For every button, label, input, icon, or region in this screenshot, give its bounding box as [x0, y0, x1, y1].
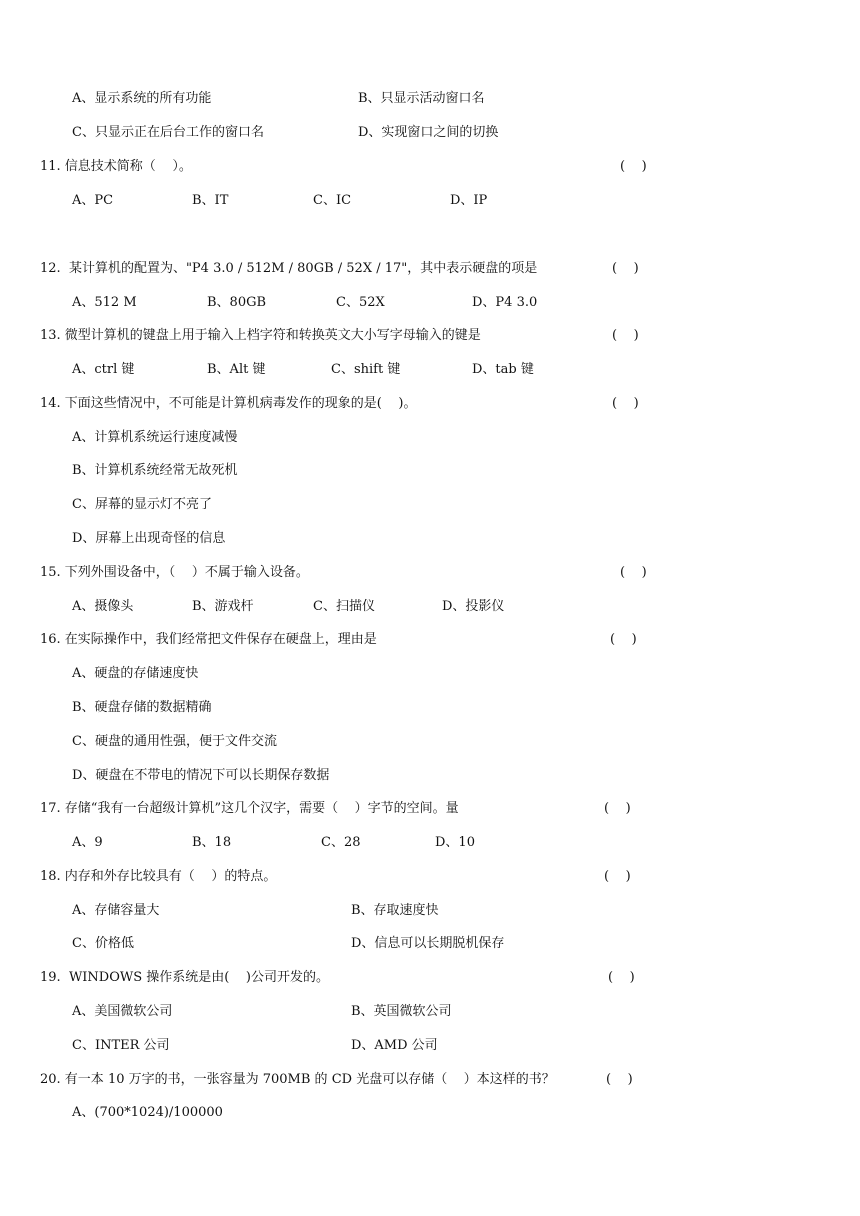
q12-option-c: C、52X	[336, 295, 385, 310]
q15-answer-bracket: ( )	[620, 565, 647, 580]
q10-option-a: A、显示系统的所有功能	[72, 91, 212, 106]
q12-option-b: B、80GB	[207, 295, 267, 310]
q18-question-text: 18. 内存和外存比较具有（ ）的特点。	[40, 869, 277, 884]
q12-question-text: 12. 某计算机的配置为、"P4 3.0 / 512M / 80GB / 52X / 17"，其中表示硬盘的项是	[40, 261, 538, 276]
q15-option-b: B、游戏杆	[192, 599, 254, 614]
q17-answer-bracket: ( )	[604, 801, 631, 816]
q15-option-a: A、摄像头	[72, 599, 134, 614]
q11-question-text: 11. 信息技术简称（ ）。	[40, 159, 192, 174]
q11-option-b: B、IT	[192, 193, 229, 208]
q11-answer-bracket: ( )	[620, 159, 647, 174]
q10-option-b: B、只显示活动窗口名	[358, 91, 485, 106]
q16-answer-bracket: ( )	[610, 632, 637, 647]
q13-answer-bracket: ( )	[612, 328, 639, 343]
q15-option-c: C、扫描仪	[313, 599, 375, 614]
q19-option-a: A、美国微软公司	[72, 1004, 173, 1019]
q11-option-c: C、IC	[313, 193, 352, 208]
q19-answer-bracket: ( )	[608, 970, 635, 985]
q17-question-text: 17. 存储“我有一台超级计算机”这几个汉字，需要（ ）字节的空间。量	[40, 801, 459, 816]
q18-option-a: A、存储容量大	[72, 903, 160, 918]
q10-option-c: C、只显示正在后台工作的窗口名	[72, 125, 264, 140]
q20-option-a: A、(700*1024)/100000	[72, 1105, 223, 1120]
q16-question-text: 16. 在实际操作中，我们经常把文件保存在硬盘上，理由是	[40, 632, 377, 647]
q17-option-a: A、9	[72, 835, 103, 850]
q12-answer-bracket: ( )	[612, 261, 639, 276]
q17-option-b: B、18	[192, 835, 232, 850]
q20-question-text: 20. 有一本 10 万字的书，一张容量为 700MB 的 CD 光盘可以存储（ ）本这样的书？	[40, 1072, 555, 1087]
q19-option-c: C、INTER 公司	[72, 1038, 170, 1053]
q18-option-c: C、价格低	[72, 936, 134, 951]
q12-option-d: D、P4 3.0	[472, 295, 538, 310]
q14-answer-bracket: ( )	[612, 396, 639, 411]
q17-option-d: D、10	[435, 835, 475, 850]
q16-option-a: A、硬盘的存储速度快	[72, 666, 199, 681]
q16-option-c: C、硬盘的通用性强，便于文件交流	[72, 734, 277, 749]
q18-answer-bracket: ( )	[604, 869, 631, 884]
q13-option-c: C、shift 键	[331, 362, 401, 377]
q15-question-text: 15. 下列外围设备中，（ ）不属于输入设备。	[40, 565, 309, 580]
q18-option-d: D、信息可以长期脱机保存	[351, 936, 505, 951]
q10-option-d: D、实现窗口之间的切换	[358, 125, 499, 140]
q14-option-d: D、屏幕上出现奇怪的信息	[72, 531, 226, 546]
q19-question-text: 19. WINDOWS 操作系统是由( )公司开发的。	[40, 970, 329, 985]
q16-option-d: D、硬盘在不带电的情况下可以长期保存数据	[72, 768, 330, 783]
q18-option-b: B、存取速度快	[351, 903, 439, 918]
q11-option-a: A、PC	[72, 193, 114, 208]
q14-option-c: C、屏幕的显示灯不亮了	[72, 497, 212, 512]
q15-option-d: D、投影仪	[442, 599, 505, 614]
q19-option-d: D、AMD 公司	[351, 1038, 438, 1053]
q12-option-a: A、512 M	[72, 295, 137, 310]
q14-option-b: B、计算机系统经常无故死机	[72, 463, 238, 478]
q13-option-b: B、Alt 键	[207, 362, 266, 377]
q16-option-b: B、硬盘存储的数据精确	[72, 700, 212, 715]
q14-option-a: A、计算机系统运行速度减慢	[72, 430, 238, 445]
q13-option-a: A、ctrl 键	[72, 362, 135, 377]
q13-option-d: D、tab 键	[472, 362, 534, 377]
q11-option-d: D、IP	[450, 193, 488, 208]
q20-answer-bracket: ( )	[606, 1072, 633, 1087]
q13-question-text: 13. 微型计算机的键盘上用于输入上档字符和转换英文大小写字母输入的键是	[40, 328, 481, 343]
q19-option-b: B、英国微软公司	[351, 1004, 452, 1019]
q17-option-c: C、28	[321, 835, 361, 850]
q14-question-text: 14. 下面这些情况中，不可能是计算机病毒发作的现象的是( )。	[40, 396, 417, 411]
